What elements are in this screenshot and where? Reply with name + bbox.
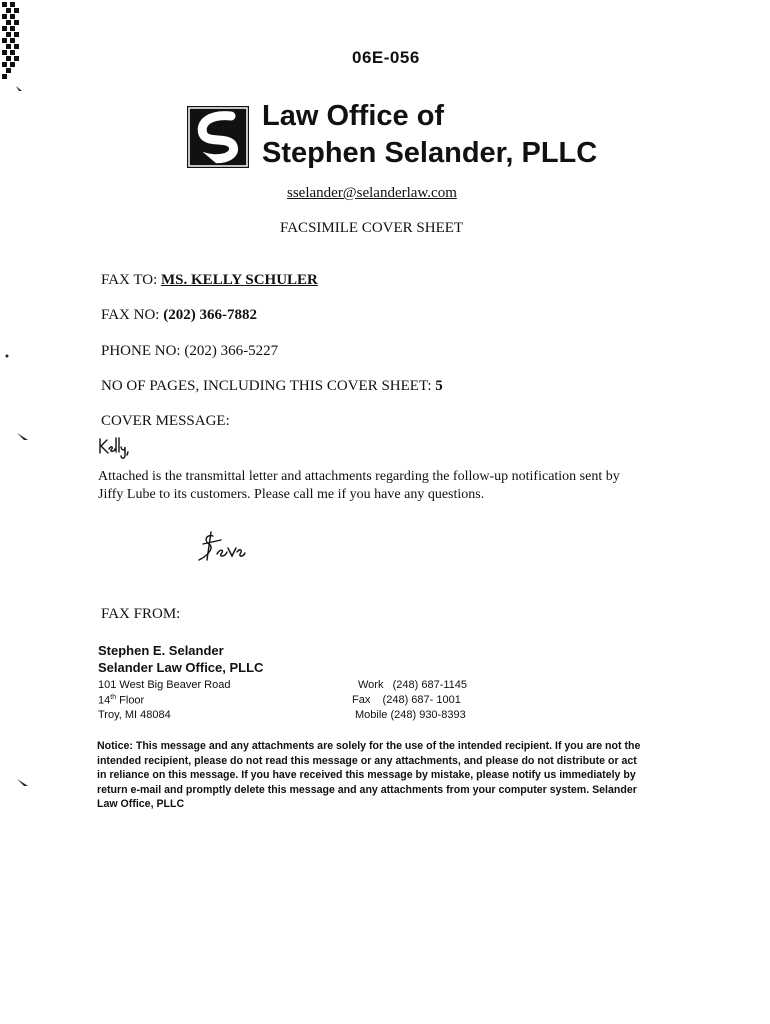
- floor-suffix: th: [110, 694, 117, 701]
- sender-firm: Selander Law Office, PLLC: [98, 660, 264, 675]
- cover-message-body: Attached is the transmittal letter and attachments regarding the follow-up notification sent by Jiffy Lube to its customers. Please call me if you have any questions.: [98, 469, 620, 502]
- floor-number: 14: [98, 694, 111, 707]
- sender-address-line3: Troy, MI 48084: [98, 709, 171, 721]
- cover-message-label: COVER MESSAGE:: [101, 413, 230, 429]
- floor-label: Floor: [116, 694, 145, 707]
- fax-to-label: FAX TO:: [101, 272, 158, 288]
- handwritten-greeting: [97, 435, 131, 461]
- firm-name-line1: Law Office of: [262, 100, 445, 132]
- pages-label: NO OF PAGES, INCLUDING THIS COVER SHEET:: [101, 378, 432, 394]
- fax-no-row: [101, 307, 257, 324]
- pages-value: 5: [435, 378, 443, 394]
- document-id: 06E-056: [352, 48, 420, 67]
- scan-edge-marks: [0, 0, 30, 100]
- phone-no-row: [101, 343, 278, 360]
- sender-name: Stephen E. Selander: [98, 643, 224, 658]
- fax-no-value: (202) 366-7882: [163, 307, 257, 323]
- fax-to-row: [101, 272, 318, 289]
- fax-from-label: FAX FROM:: [101, 606, 181, 622]
- sheet-title: FACSIMILE COVER SHEET: [280, 220, 464, 236]
- firm-logo: [187, 106, 249, 168]
- fax-number: Fax (248) 687- 1001: [352, 694, 461, 706]
- firm-email: sselander@selanderlaw.com: [287, 185, 457, 201]
- work-phone: Work (248) 687-1145: [358, 679, 468, 691]
- fax-no-label: FAX NO:: [101, 307, 160, 323]
- scan-mark-icon: [16, 432, 30, 442]
- handwritten-signature: [195, 530, 247, 564]
- pages-row: [101, 378, 443, 395]
- mobile-phone: Mobile (248) 930-8393: [355, 709, 466, 721]
- phone-no-value: (202) 366-5227: [184, 343, 279, 359]
- confidentiality-notice: Notice: This message and any attachments are solely for the use of the intended recipient. If you are not the intended recipient, please do not read this message or any attachments, and please do not distribute or act in reliance on this message. If you have received this message by mistake, please notify us immediately by return e-mail and promptly delete this message and any attachments from your computer system. Selander Law Office, PLLC: [97, 740, 641, 810]
- sender-address-line2: [98, 694, 144, 707]
- firm-name-line2: Stephen Selander, PLLC: [262, 137, 598, 169]
- fax-to-value: MS. KELLY SCHULER: [161, 272, 318, 288]
- phone-no-label: PHONE NO:: [101, 343, 181, 359]
- scan-dot-icon: [5, 354, 9, 358]
- sender-address-line1: 101 West Big Beaver Road: [98, 679, 231, 691]
- scan-mark-icon: [16, 778, 30, 788]
